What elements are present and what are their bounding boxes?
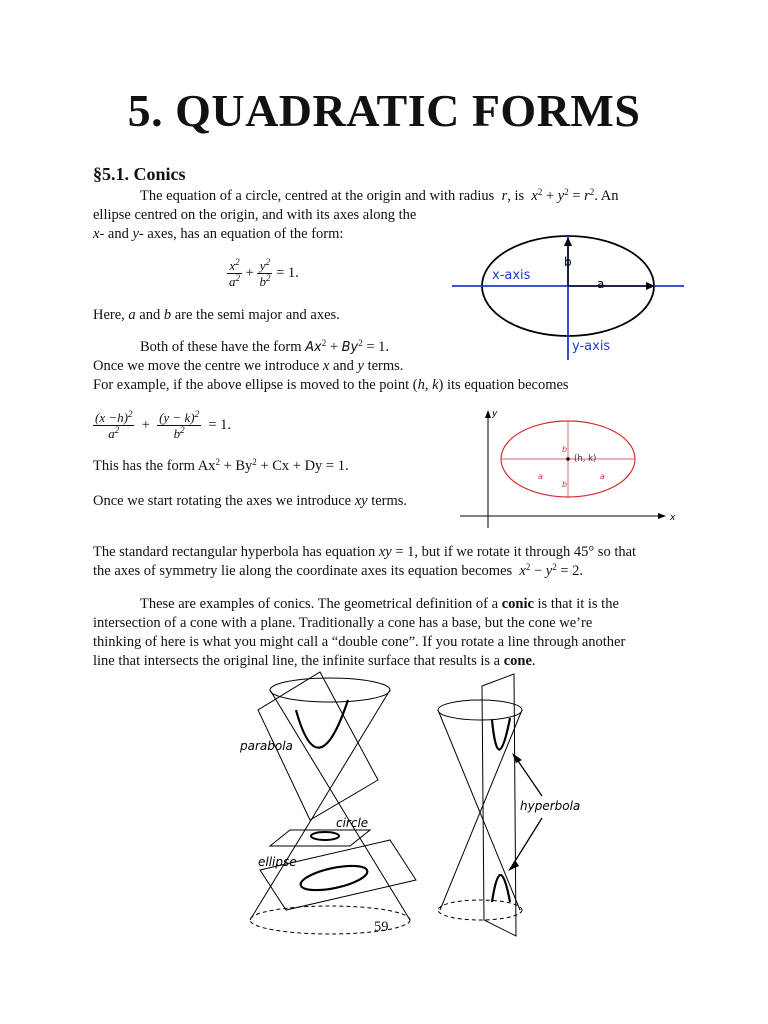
- y-axis-label: y-axis: [572, 339, 611, 354]
- circle-label: circle: [336, 816, 369, 830]
- a-right-label: a: [600, 472, 605, 481]
- ellipse-plane: [260, 840, 416, 910]
- b-bottom-label: b: [562, 480, 568, 489]
- paragraph-conic-line3: thinking of here is what you might call a “double cone”. If you rotate a line through another: [93, 634, 626, 650]
- x-label: x: [670, 513, 676, 523]
- arrowhead-up: [512, 753, 522, 763]
- right-cone-line-2: [440, 710, 522, 910]
- paragraph-move-centre: Once we move the centre we introduce x and y terms.: [93, 358, 404, 374]
- paragraph-circle: The equation of a circle, centred at the origin and with radius r, is $x^2 + y^2 = r^2$. An: [140, 187, 619, 204]
- right-cone-line-1: [438, 710, 520, 910]
- paragraph-conic-line2: intersection of a cone with a plane. Traditionally a cone has a base, but the cone we’re: [93, 615, 593, 631]
- paragraph-form: Both of these have the form Ax$^2$ + By$^2$ = 1.: [140, 338, 390, 355]
- hyperbola-arrow-up: [516, 758, 542, 796]
- left-cone-line-3: [250, 830, 305, 920]
- a-left-label: a: [538, 472, 543, 481]
- right-cone-bottom: [438, 900, 522, 920]
- paragraph-ellipse-line2: ellipse centred on the origin, and with its axes along the: [93, 207, 417, 223]
- paragraph-conic-line4: line that intersects the original line, the infinite surface that results is a cone.: [93, 653, 536, 669]
- center-point: [566, 457, 570, 461]
- hyperbola-label: hyperbola: [520, 799, 581, 813]
- fraction-yk: $\frac{(y - k)^2}{b^2}$: [159, 409, 200, 441]
- x-arrowhead: [658, 513, 666, 519]
- y-label: y: [492, 409, 498, 419]
- paragraph-semi-axes: Here, a and b are the semi major and axes.: [93, 307, 340, 323]
- y-arrowhead: [485, 410, 491, 418]
- hyperbola-plane: [482, 674, 516, 936]
- x-axis-label: x-axis: [492, 268, 531, 283]
- section-heading: §5.1. Conics: [93, 164, 186, 184]
- center-label: (h, k): [574, 454, 597, 464]
- figure-conic-sections: [230, 670, 581, 942]
- paragraph-general-form: This has the form $Ax^2 + By^2 + Cx + Dy = 1$.: [93, 457, 349, 474]
- arrowhead-down: [508, 860, 519, 871]
- a-label: a: [597, 277, 605, 291]
- parabola-curve: [296, 700, 348, 748]
- left-cone-line-2: [305, 690, 390, 830]
- b-top-label: b: [562, 445, 568, 454]
- paragraph-conic-line1: These are examples of conics. The geometrical definition of a conic is that it is the: [140, 596, 619, 612]
- left-cone-line-1: [270, 690, 355, 830]
- paragraph-hyperbola-line2: the axes of symmetry lie along the coordinate axes its equation becomes $x^2 - y^2 = 2$.: [93, 562, 584, 579]
- page-title: 5. QUADRATIC FORMS: [127, 85, 641, 136]
- parabola-label: parabola: [240, 739, 293, 753]
- fraction-y: $\frac{y^2}{b^2}$: [259, 257, 271, 289]
- fraction-x: $\frac{x^2}{a^2}$: [229, 257, 240, 289]
- right-cone-top: [438, 700, 522, 720]
- page-number: 59: [374, 919, 389, 935]
- paragraph-hyperbola-line1: The standard rectangular hyperbola has equation xy = 1, but if we rotate it through 45° so that: [93, 544, 637, 560]
- paragraph-rotating: Once we start rotating the axes we introduce xy terms.: [93, 493, 408, 509]
- b-label: b: [564, 255, 572, 269]
- hyperbola-arrow-down: [512, 818, 542, 866]
- ellipse-label: ellipse: [258, 855, 297, 869]
- paragraph-example: For example, if the above ellipse is moved to the point (h, k) its equation becomes: [93, 377, 569, 393]
- fraction-xh: $\frac{(x -h)^2}{a^2}$: [95, 409, 133, 441]
- equation-shifted-ellipse: $\frac{(x -h)^2}{a^2}$ + $\frac{(y - k)^2}{b^2}$ = 1.: [95, 409, 232, 441]
- b-arrowhead: [564, 237, 572, 246]
- circle-curve: [311, 832, 339, 840]
- ellipse-curve: [299, 861, 370, 895]
- equation-ellipse: $\frac{x^2}{a^2}$ + $\frac{y^2}{b^2}$ = 1.: [229, 257, 299, 289]
- figure-shifted-ellipse: [458, 404, 680, 532]
- figure-ellipse-axes: [448, 216, 688, 364]
- paragraph-ellipse-line3: x- and y- axes, has an equation of the form:: [93, 226, 344, 242]
- left-cone-line-4: [355, 830, 410, 920]
